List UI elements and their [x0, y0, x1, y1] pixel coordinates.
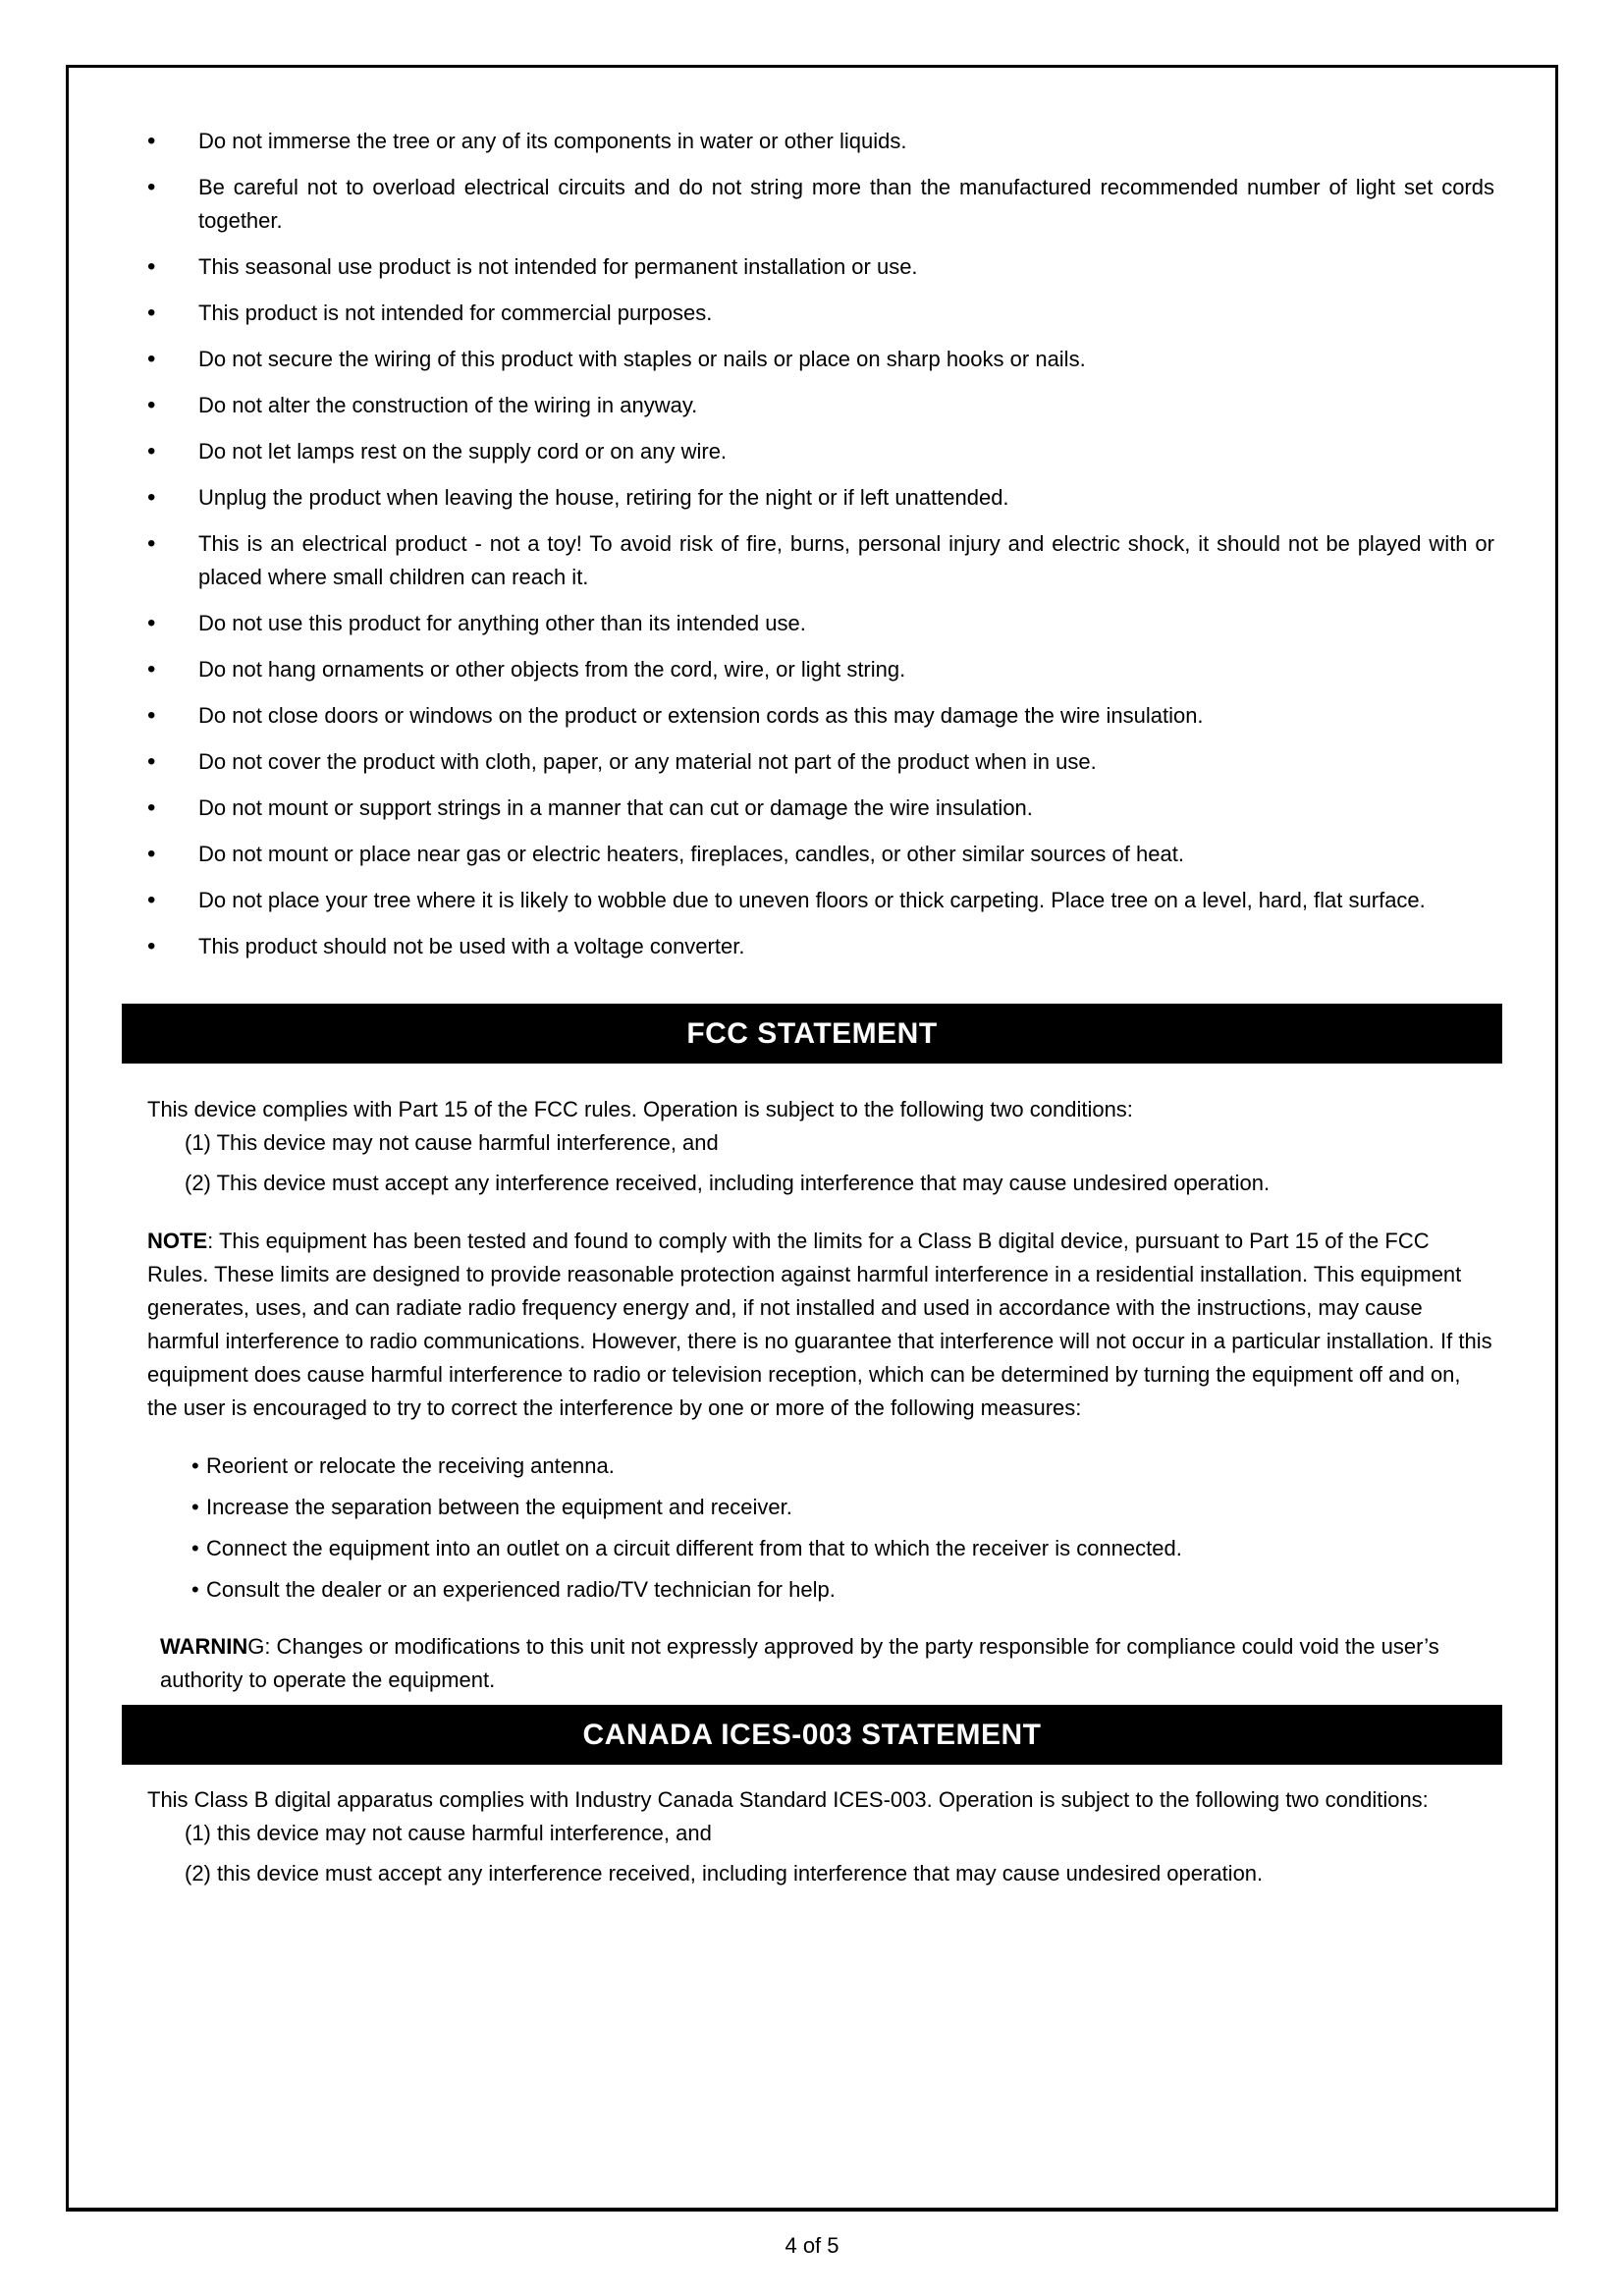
safety-bullet-item: • This seasonal use product is not intended for permanent installation or use.	[147, 250, 1494, 284]
fcc-measure-item: • Reorient or relocate the receiving antenna.	[147, 1449, 1494, 1483]
safety-bullet-item: • Do not mount or place near gas or electric heaters, fireplaces, candles, or other similar sources of heat.	[147, 838, 1494, 871]
fcc-measure-item: • Increase the separation between the equipment and receiver.	[147, 1491, 1494, 1524]
safety-bullet-item: • Do not use this product for anything other than its intended use.	[147, 607, 1494, 640]
safety-bullet-item: • Do not alter the construction of the wiring in anyway.	[147, 389, 1494, 422]
safety-bullet-item: • Do not let lamps rest on the supply cord or on any wire.	[147, 435, 1494, 468]
fcc-measures-list	[147, 1449, 1494, 1607]
canada-intro-paragraph: This Class B digital apparatus complies with Industry Canada Standard ICES-003. Operation is subject to the following two conditions:	[147, 1787, 1429, 1812]
fcc-statement-header-bar: FCC STATEMENT	[122, 1004, 1502, 1064]
fcc-conditions-list	[147, 1126, 1494, 1200]
safety-bullet-item: • Do not hang ornaments or other objects from the cord, wire, or light string.	[147, 653, 1494, 686]
safety-bullet-item: • Do not close doors or windows on the product or extension cords as this may damage the wire insulation.	[147, 699, 1494, 733]
canada-conditions-list	[147, 1817, 1494, 1890]
safety-bullet-item: • Unplug the product when leaving the house, retiring for the night or if left unattended.	[147, 481, 1494, 515]
safety-bullet-item: • Do not mount or support strings in a manner that can cut or damage the wire insulation.	[147, 792, 1494, 825]
safety-bullet-item: • This is an electrical product - not a toy! To avoid risk of fire, burns, personal injury and electric shock, it should not be played with or placed where small children can reach it.	[147, 527, 1494, 594]
note-label: NOTE	[147, 1229, 208, 1253]
safety-bullet-item: • This product should not be used with a voltage converter.	[147, 930, 1494, 963]
safety-bullet-item: • Do not immerse the tree or any of its components in water or other liquids.	[147, 125, 1494, 158]
safety-bullet-item: • Do not cover the product with cloth, paper, or any material not part of the product when in use.	[147, 745, 1494, 779]
warning-text: G: Changes or modifications to this unit not expressly approved by the party responsible for compliance could void the user’s authority to operate the equipment.	[160, 1634, 1439, 1692]
canada-condition-item: (1) this device may not cause harmful interference, and	[185, 1821, 712, 1845]
canada-ices-header-bar: CANADA ICES-003 STATEMENT	[122, 1705, 1502, 1765]
safety-bullet-item: • Do not place your tree where it is likely to wobble due to uneven floors or thick carpeting. Place tree on a level, hard, flat surface.	[147, 884, 1494, 917]
fcc-measure-item: • Connect the equipment into an outlet on a circuit different from that to which the receiver is connected.	[147, 1532, 1494, 1565]
fcc-measure-item: • Consult the dealer or an experienced radio/TV technician for help.	[147, 1573, 1494, 1607]
fcc-warning-paragraph	[147, 1630, 1494, 1697]
fcc-condition-item: (1) This device may not cause harmful interference, and	[185, 1130, 719, 1155]
page-number: 4 of 5	[785, 2233, 839, 2258]
warning-label: WARNIN	[160, 1634, 248, 1659]
fcc-note-paragraph	[147, 1225, 1494, 1425]
safety-bullet-list	[147, 125, 1494, 963]
fcc-intro-paragraph: This device complies with Part 15 of the FCC rules. Operation is subject to the following two conditions:	[147, 1097, 1133, 1121]
note-text: : This equipment has been tested and found to comply with the limits for a Class B digital device, pursuant to Part 15 of the FCC Rules. These limits are designed to provide reasonable protection against harmful interference in a residential installation. This equipment generates, uses, and can radiate radio frequency energy and, if not installed and used in accordance with the instructions, may cause harmful interference to radio communications. However, there is no guarantee that interference will not occur in a particular installation. If this equipment does cause harmful interference to radio or television reception, which can be determined by turning the equipment off and on, the user is encouraged to try to correct the interference by one or more of the following measures:	[147, 1229, 1492, 1420]
safety-bullet-item: • Be careful not to overload electrical circuits and do not string more than the manufactured recommended number of light set cords together.	[147, 171, 1494, 238]
fcc-condition-item: (2) This device must accept any interference received, including interference that may cause undesired operation.	[185, 1171, 1271, 1195]
safety-bullet-item: • This product is not intended for commercial purposes.	[147, 297, 1494, 330]
canada-condition-item: (2) this device must accept any interference received, including interference that may cause undesired operation.	[185, 1861, 1264, 1886]
page-frame	[66, 65, 1558, 2212]
safety-bullet-item: • Do not secure the wiring of this product with staples or nails or place on sharp hooks or nails.	[147, 343, 1494, 376]
